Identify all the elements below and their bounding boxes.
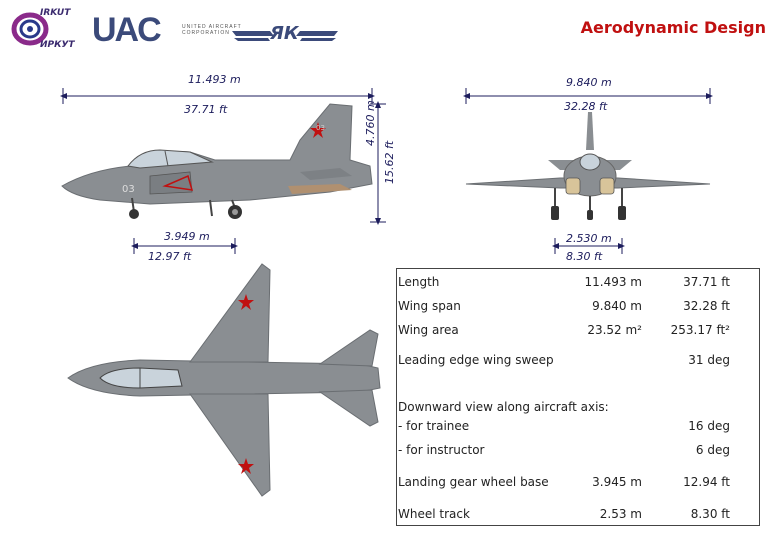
side-length-metric: 11.493 m bbox=[188, 73, 241, 86]
spec-imperial: 37.71 ft bbox=[683, 275, 730, 289]
page-title: Aerodynamic Design bbox=[580, 18, 766, 37]
spec-row bbox=[398, 502, 754, 526]
spec-label: Leading edge wing sweep bbox=[398, 353, 554, 367]
specs-table bbox=[398, 270, 754, 526]
spec-imperial: 253.17 ft² bbox=[670, 323, 730, 337]
side-length-dimension bbox=[63, 88, 372, 104]
spec-row bbox=[398, 342, 754, 378]
irkut-logo-cyrillic: ИРКУТ bbox=[40, 40, 75, 50]
spec-imperial: 32.28 ft bbox=[683, 299, 730, 313]
fuselage-number: 03 bbox=[122, 184, 135, 195]
span-imperial: 32.28 ft bbox=[564, 100, 608, 113]
spec-label: Length bbox=[398, 275, 440, 289]
spec-metric: 2.53 m bbox=[599, 507, 642, 521]
tail-number: 03 bbox=[316, 124, 325, 132]
spec-label: Wing area bbox=[398, 323, 459, 337]
gear-base-metric: 3.949 m bbox=[164, 230, 210, 243]
spec-metric: 23.52 m² bbox=[587, 323, 642, 337]
spec-metric bbox=[568, 414, 654, 438]
spec-imperial: 31 deg bbox=[688, 353, 730, 367]
aircraft-top-view bbox=[68, 264, 380, 496]
spec-metric: 9.840 m bbox=[592, 299, 642, 313]
spec-label: Landing gear wheel base bbox=[398, 475, 549, 489]
uac-logo-text: UAC bbox=[92, 11, 160, 49]
track-metric: 2.530 m bbox=[566, 232, 612, 245]
spec-imperial: 8.30 ft bbox=[690, 507, 730, 521]
height-metric: 4.760 m bbox=[364, 100, 377, 146]
spec-label: Wing span bbox=[398, 299, 461, 313]
gear-base-imperial: 12.97 ft bbox=[148, 250, 192, 263]
spec-label: - for trainee bbox=[398, 419, 470, 433]
spec-row bbox=[398, 318, 754, 342]
height-imperial: 15.62 ft bbox=[383, 140, 396, 184]
spec-row bbox=[398, 414, 754, 438]
aircraft-side-view bbox=[62, 104, 372, 219]
spec-metric bbox=[568, 438, 654, 462]
spec-imperial: 16 deg bbox=[688, 419, 730, 433]
spec-metric: 3.945 m bbox=[592, 475, 642, 489]
spec-label: Wheel track bbox=[398, 507, 470, 521]
span-metric: 9.840 m bbox=[566, 76, 612, 89]
side-length-imperial: 37.71 ft bbox=[184, 103, 228, 116]
track-imperial: 8.30 ft bbox=[566, 250, 603, 263]
spec-row bbox=[398, 378, 754, 414]
spec-row bbox=[398, 438, 754, 462]
spec-label: Downward view along aircraft axis: bbox=[398, 400, 609, 414]
aircraft-front-view bbox=[466, 112, 710, 220]
yak-logo-text: ЯК bbox=[270, 23, 299, 44]
spec-label: - for instructor bbox=[398, 443, 485, 457]
spec-row bbox=[398, 294, 754, 318]
irkut-logo-latin: IRKUT bbox=[40, 8, 71, 18]
spec-imperial: 6 deg bbox=[695, 443, 730, 457]
spec-row bbox=[398, 462, 754, 502]
uac-logo-subtitle: UNITED AIRCRAFT CORPORATION bbox=[182, 24, 242, 36]
spec-imperial: 12.94 ft bbox=[683, 475, 730, 489]
spec-metric: 11.493 m bbox=[584, 275, 642, 289]
spec-row bbox=[398, 270, 754, 294]
